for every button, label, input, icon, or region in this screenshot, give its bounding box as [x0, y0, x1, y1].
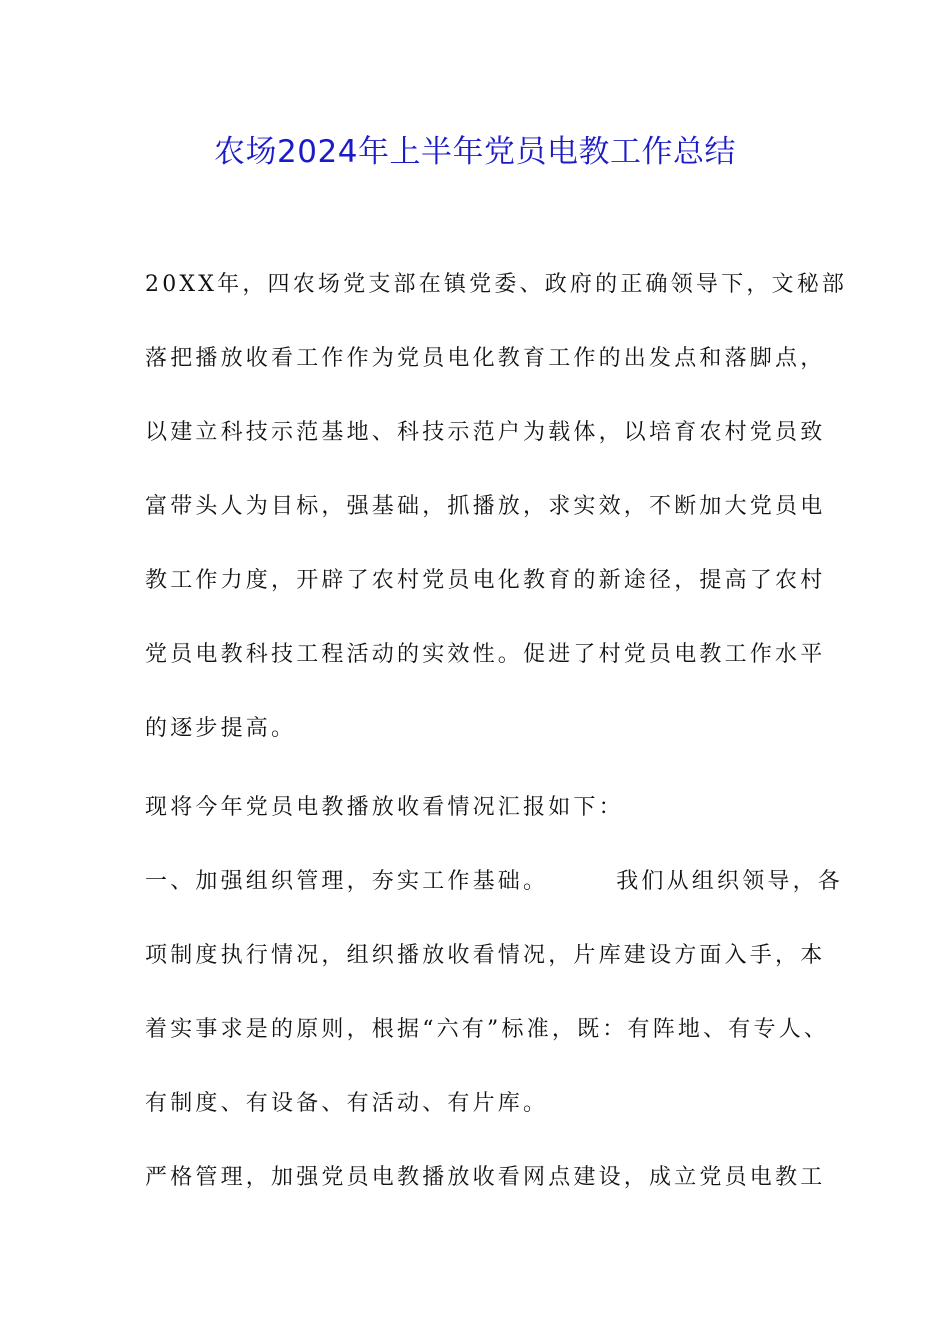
paragraph-line-11: 着实事求是的原则，根据“六有”标准，既：有阵地、有专人、	[145, 1017, 830, 1042]
document-title: 农场2024年上半年党员电教工作总结	[214, 134, 736, 170]
paragraph-line-2: 落把播放收看工作作为党员电化教育工作的出发点和落脚点，	[145, 346, 826, 371]
paragraph-line-6: 党员电教科技工程活动的实效性。促进了村党员电教工作水平	[145, 642, 826, 667]
paragraph-line-5: 教工作力度，开辟了农村党员电化教育的新途径，提高了农村	[145, 568, 826, 593]
section-heading-line	[145, 867, 843, 897]
paragraph-line-8: 现将今年党员电教播放收看情况汇报如下：	[145, 795, 624, 820]
section-heading: 一、加强组织管理，夯实工作基础。	[145, 869, 549, 894]
paragraph-line-4: 富带头人为目标，强基础，抓播放，求实效，不断加大党员电	[145, 494, 826, 519]
paragraph-line-7: 的逐步提高。	[145, 716, 297, 741]
paragraph-line-1: 20XX年，四农场党支部在镇党委、政府的正确领导下，文秘部	[145, 272, 848, 297]
section-text-start: 我们从组织领导，各	[616, 869, 844, 894]
paragraph-line-12: 有制度、有设备、有活动、有片库。	[145, 1091, 549, 1116]
paragraph-line-3: 以建立科技示范基地、科技示范户为载体，以培育农村党员致	[145, 420, 826, 445]
paragraph-line-13: 严格管理，加强党员电教播放收看网点建设，成立党员电教工	[145, 1165, 826, 1190]
paragraph-line-10: 项制度执行情况，组织播放收看情况，片库建设方面入手，本	[145, 943, 826, 968]
